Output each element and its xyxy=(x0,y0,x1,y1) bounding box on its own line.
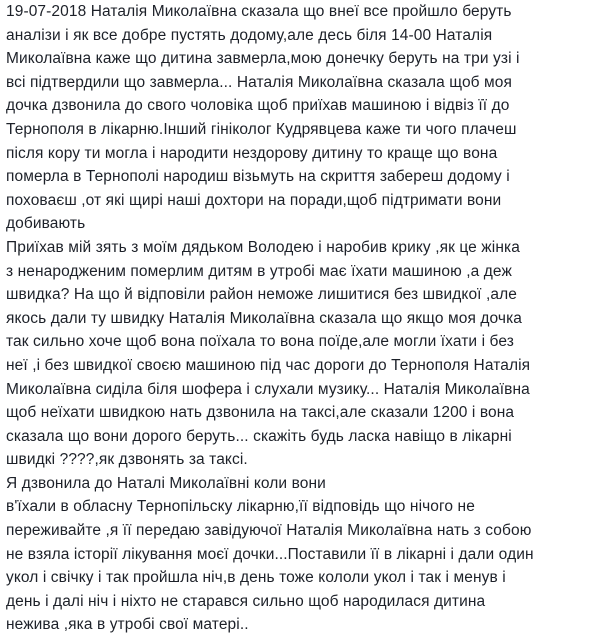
text-line: Тернополя в лікарню.Інший гініколог Кудрявцева каже ти чого плачеш xyxy=(6,120,517,138)
text-line: нежива ,яка в утробі свої матері.. xyxy=(6,616,249,634)
text-line: Миколаївна каже що дитина завмерла,мою донечку беруть на три узі і xyxy=(6,50,520,68)
text-line: Миколаївна сиділа біля шофера і слухали музику... Наталія Миколаївна xyxy=(6,380,530,398)
text-line: сказала що вони дорого беруть... скажіть будь ласка навіщо в лікарні xyxy=(6,427,512,445)
text-line: швидкі ????,як дзвонять за таксі. xyxy=(6,451,248,469)
text-line: добивають xyxy=(6,215,86,233)
post-text xyxy=(6,0,600,637)
text-line: поховаєш ,от які щирі наші дохтори на поради,щоб підтримати вони xyxy=(6,191,502,209)
text-line: Я дзвонила до Наталі Миколаївні коли вони xyxy=(6,474,326,492)
text-line: день і далі ніч і ніхто не старався сильно щоб народилася дитина xyxy=(6,592,486,610)
text-line: аналізи і як все добре пустять додому,але десь біля 14-00 Наталія xyxy=(6,26,493,44)
text-line: неї ,і без швидкої своєю машиною під час дороги до Тернополя Наталія xyxy=(6,356,531,374)
text-line: дочка дзвонила до свого чоловіка щоб приїхав машиною і відвіз її до xyxy=(6,97,510,115)
text-line: щоб неїхати швидкою нать дзвонила на таксі,але сказали 1200 і вона xyxy=(6,404,515,422)
text-line: всі підтвердили що завмерла... Наталія Миколаївна сказала щоб моя xyxy=(6,73,513,91)
text-line: після кору ти могла і народити нездорову дитину то краще що вона xyxy=(6,144,498,162)
text-line: переживайте ,я її передаю завідуючої Наталія Миколаївна нать з собою xyxy=(6,522,532,540)
text-line: з ненародженим померлим дитям в утробі має їхати машиною ,а деж xyxy=(6,262,512,280)
text-line: в'їхали в обласну Тернопільску лікарню,її відповідь що нічого не xyxy=(6,498,475,516)
text-line: не взяла історії лікування моєї дочки...Поставили її в лікарні і дали один xyxy=(6,545,534,563)
text-line: укол і свічку і так пройшла ніч,в день тоже кололи укол і так і менув і xyxy=(6,569,506,587)
text-line: 19-07-2018 Наталія Миколаївна сказала що внеї все пройшло беруть xyxy=(6,3,512,20)
text-line: померла в Тернополі народиш візьмуть на скриття забереш додому і xyxy=(6,168,510,186)
text-line: якось дали ту швидку Наталія Миколаївна сказала що якщо моя дочка xyxy=(6,309,523,327)
text-line: так сильно хоче щоб вона поїхала то вона поїде,але могли їхати і без xyxy=(6,333,514,351)
text-line: Приїхав мій зять з моїм дядьком Володею і наробив крику ,як це жінка xyxy=(6,238,520,256)
text-line: швидка? На що й відповіли район неможе лишитися без швидкої ,але xyxy=(6,286,517,304)
